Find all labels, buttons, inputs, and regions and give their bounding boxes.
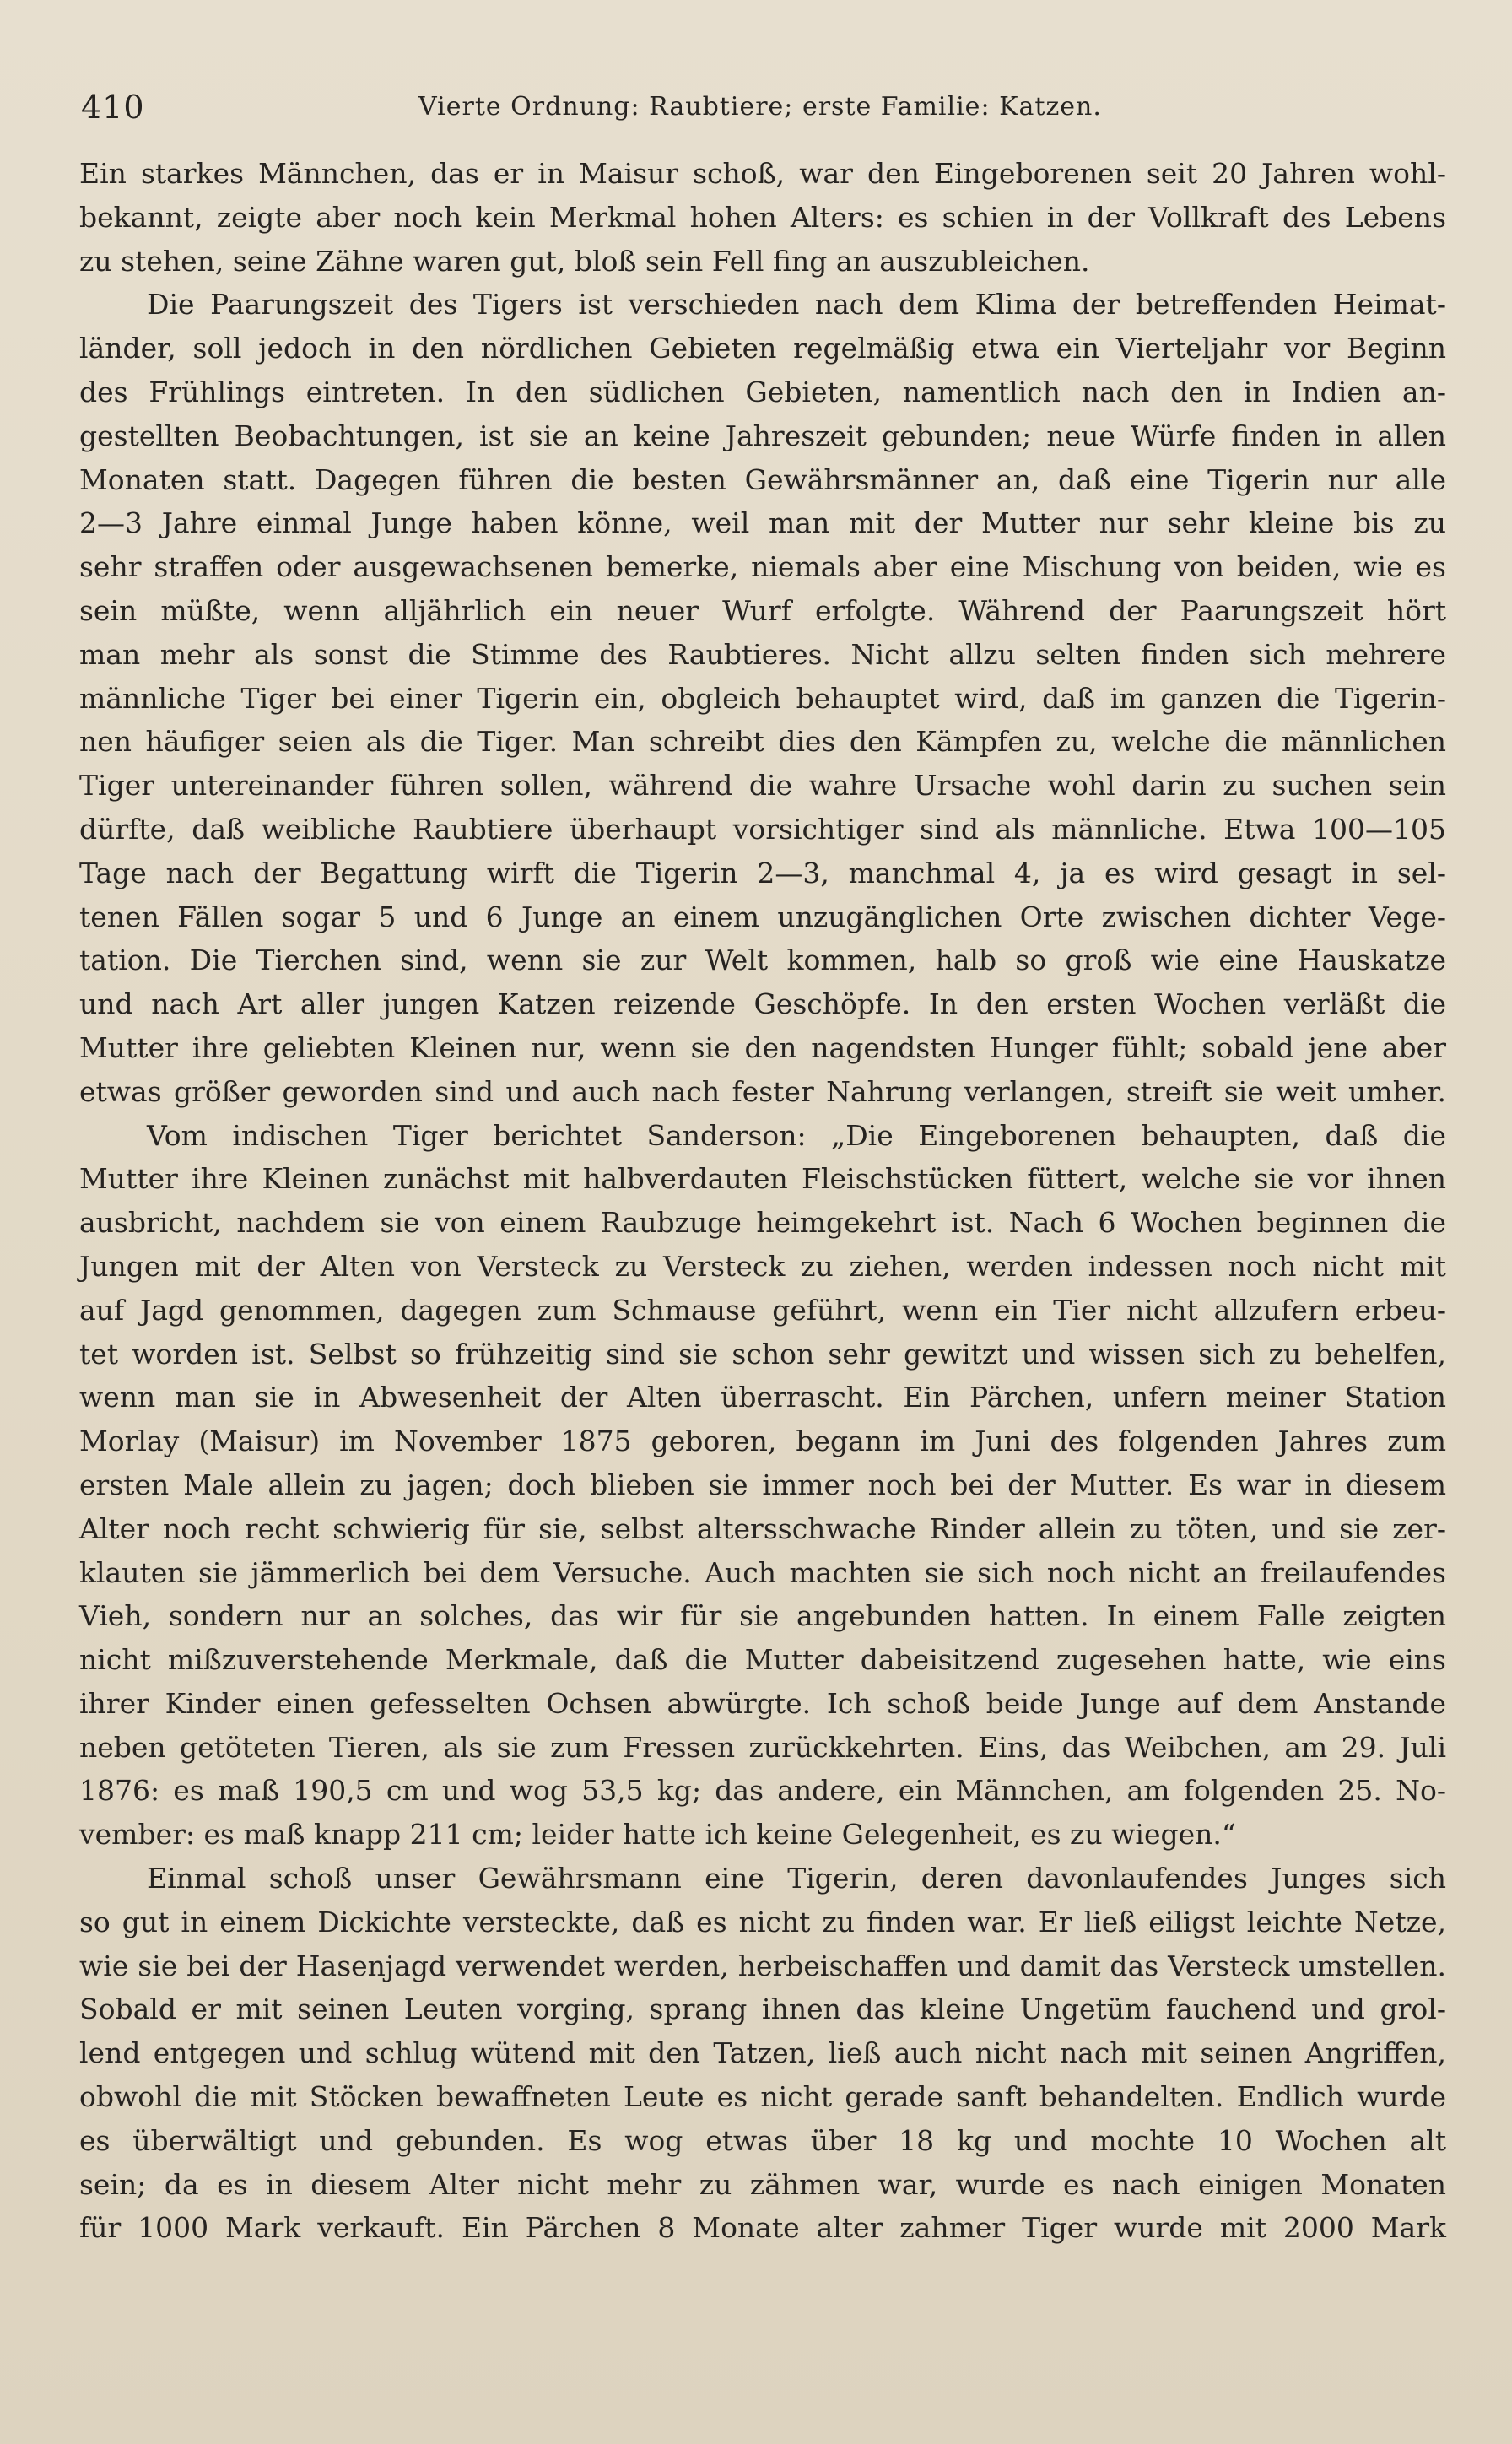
text-line: des Frühlings eintreten. In den südlichen Gebieten, namentlich nach den in Indien an-: [79, 375, 1446, 408]
text-line: Tiger untereinander führen sollen, während die wahre Ursache wohl darin zu suchen sein: [79, 769, 1446, 803]
paragraph: [79, 1857, 1446, 2250]
text-line: männliche Tiger bei einer Tigerin ein, obgleich behauptet wird, daß im ganzen die Tigerin-: [79, 681, 1446, 715]
text-line: bekannt, zeigte aber noch kein Merkmal hohen Alters: es schien in der Vollkraft des Lebens: [79, 200, 1446, 234]
text-line: sein müßte, wenn alljährlich ein neuer Wurf erfolgte. Während der Paarungszeit hört: [79, 593, 1446, 627]
text-line: gestellten Beobachtungen, ist sie an keine Jahreszeit gebunden; neue Würfe finden in allen: [79, 419, 1446, 452]
text-line: klauten sie jämmerlich bei dem Versuche. Auch machten sie sich noch nicht an freilaufendes: [79, 1555, 1446, 1589]
text-line: wenn man sie in Abwesenheit der Alten überrascht. Ein Pärchen, unfern meiner Station: [79, 1381, 1446, 1414]
text-line: Die Paarungszeit des Tigers ist verschieden nach dem Klima der betreffenden Heimat-: [147, 288, 1446, 322]
text-line: sehr straffen oder ausgewachsenen bemerke, niemals aber eine Mischung von beiden, wie es: [79, 550, 1446, 584]
text-line: ersten Male allein zu jagen; doch blieben sie immer noch bei der Mutter. Es war in diesem: [79, 1468, 1446, 1501]
text-line: Vom indischen Tiger berichtet Sanderson: „Die Eingeborenen behaupten, daß die: [147, 1118, 1446, 1152]
text-line: 1876: es maß 190,5 cm und wog 53,5 kg; das andere, ein Männchen, am folgenden 25. No-: [79, 1774, 1446, 1808]
paragraph: [79, 152, 1446, 283]
text-line: wie sie bei der Hasenjagd verwendet werden, herbeischaffen und damit das Versteck umstellen.: [79, 1949, 1446, 1982]
text-line: neben getöteten Tieren, als sie zum Fressen zurückkehrten. Eins, das Weibchen, am 29. Juli: [79, 1730, 1446, 1764]
text-line: ihrer Kinder einen gefesselten Ochsen abwürgte. Ich schoß beide Junge auf dem Anstande: [79, 1686, 1446, 1720]
text-line: tenen Fällen sogar 5 und 6 Junge an einem unzugänglichen Orte zwischen dichter Vege-: [79, 900, 1446, 933]
text-line: sein; da es in diesem Alter nicht mehr zu zähmen war, wurde es nach einigen Monaten: [79, 2167, 1446, 2201]
text-line: etwas größer geworden sind und auch nach fester Nahrung verlangen, streift sie weit umher.: [79, 1074, 1446, 1108]
page-number: 410: [81, 89, 145, 126]
text-line: zu stehen, seine Zähne waren gut, bloß sein Fell fing an auszubleichen.: [79, 244, 1090, 278]
text-line: und nach Art aller jungen Katzen reizende Geschöpfe. In den ersten Wochen verläßt die: [79, 987, 1446, 1021]
text-line: auf Jagd genommen, dagegen zum Schmause geführt, wenn ein Tier nicht allzufern erbeu-: [79, 1293, 1446, 1327]
running-head: Vierte Ordnung: Raubtiere; erste Familie: Katzen.: [418, 92, 1102, 122]
text-line: Ein starkes Männchen, das er in Maisur schoß, war den Eingeborenen seit 20 Jahren wohl-: [79, 157, 1446, 190]
text-line: Monaten statt. Dagegen führen die besten Gewährsmänner an, daß eine Tigerin nur alle: [79, 462, 1446, 496]
text-line: Mutter ihre Kleinen zunächst mit halbverdauten Fleischstücken füttert, welche sie vor ihnen: [79, 1162, 1446, 1196]
text-line: so gut in einem Dickichte versteckte, daß es nicht zu finden war. Er ließ eiligst leichte Netze,: [79, 1905, 1446, 1938]
paragraph: [79, 283, 1446, 1113]
text-line: 2—3 Jahre einmal Junge haben könne, weil man mit der Mutter nur sehr kleine bis zu: [79, 506, 1446, 540]
text-line: Alter noch recht schwierig für sie, selbst altersschwache Rinder allein zu töten, und sie zer-: [79, 1511, 1446, 1545]
text-line: Jungen mit der Alten von Versteck zu Versteck zu ziehen, werden indessen noch nicht mit: [79, 1249, 1446, 1283]
text-line: obwohl die mit Stöcken bewaffneten Leute es nicht gerade sanft behandelten. Endlich wurde: [79, 2080, 1446, 2114]
page-body-text: [79, 152, 1446, 2250]
text-line: Mutter ihre geliebten Kleinen nur, wenn sie den nagendsten Hunger fühlt; sobald jene aber: [79, 1030, 1446, 1064]
text-line: vember: es maß knapp 211 cm; leider hatte ich keine Gelegenheit, es zu wiegen.“: [79, 1818, 1236, 1852]
text-line: ausbricht, nachdem sie von einem Raubzuge heimgekehrt ist. Nach 6 Wochen beginnen die: [79, 1206, 1446, 1240]
text-line: dürfte, daß weibliche Raubtiere überhaupt vorsichtiger sind als männliche. Etwa 100—105: [79, 812, 1446, 846]
text-line: tet worden ist. Selbst so frühzeitig sind sie schon sehr gewitzt und wissen sich zu behelfen,: [79, 1337, 1446, 1371]
text-line: tation. Die Tierchen sind, wenn sie zur Welt kommen, halb so groß wie eine Hauskatze: [79, 944, 1446, 977]
text-line: Tage nach der Begattung wirft die Tigerin 2—3, manchmal 4, ja es wird gesagt in sel-: [79, 856, 1446, 889]
text-line: Sobald er mit seinen Leuten vorging, sprang ihnen das kleine Ungetüm fauchend und grol-: [79, 1993, 1446, 2026]
text-line: lend entgegen und schlug wütend mit den Tatzen, ließ auch nicht nach mit seinen Angriffen,: [79, 2036, 1446, 2070]
text-line: man mehr als sonst die Stimme des Raubtieres. Nicht allzu selten finden sich mehrere: [79, 637, 1446, 671]
text-line: länder, soll jedoch in den nördlichen Gebieten regelmäßig etwa ein Vierteljahr vor Beginn: [79, 332, 1446, 365]
text-line: es überwältigt und gebunden. Es wog etwas über 18 kg und mochte 10 Wochen alt: [79, 2123, 1446, 2157]
text-line: nicht mißzuverstehende Merkmale, daß die Mutter dabeisitzend zugesehen hatte, wie eins: [79, 1643, 1446, 1677]
text-line: Morlay (Maisur) im November 1875 geboren, begann im Juni des folgenden Jahres zum: [79, 1425, 1446, 1458]
paragraph: [79, 1114, 1446, 1857]
text-line: nen häufiger seien als die Tiger. Man schreibt dies den Kämpfen zu, welche die männlichen: [79, 725, 1446, 759]
text-line: Einmal schoß unser Gewährsmann eine Tigerin, deren davonlaufendes Junges sich: [147, 1862, 1446, 1895]
text-line: Vieh, sondern nur an solches, das wir für sie angebunden hatten. In einem Falle zeigten: [79, 1599, 1446, 1633]
text-line: für 1000 Mark verkauft. Ein Pärchen 8 Monate alter zahmer Tiger wurde mit 2000 Mark: [79, 2211, 1446, 2245]
